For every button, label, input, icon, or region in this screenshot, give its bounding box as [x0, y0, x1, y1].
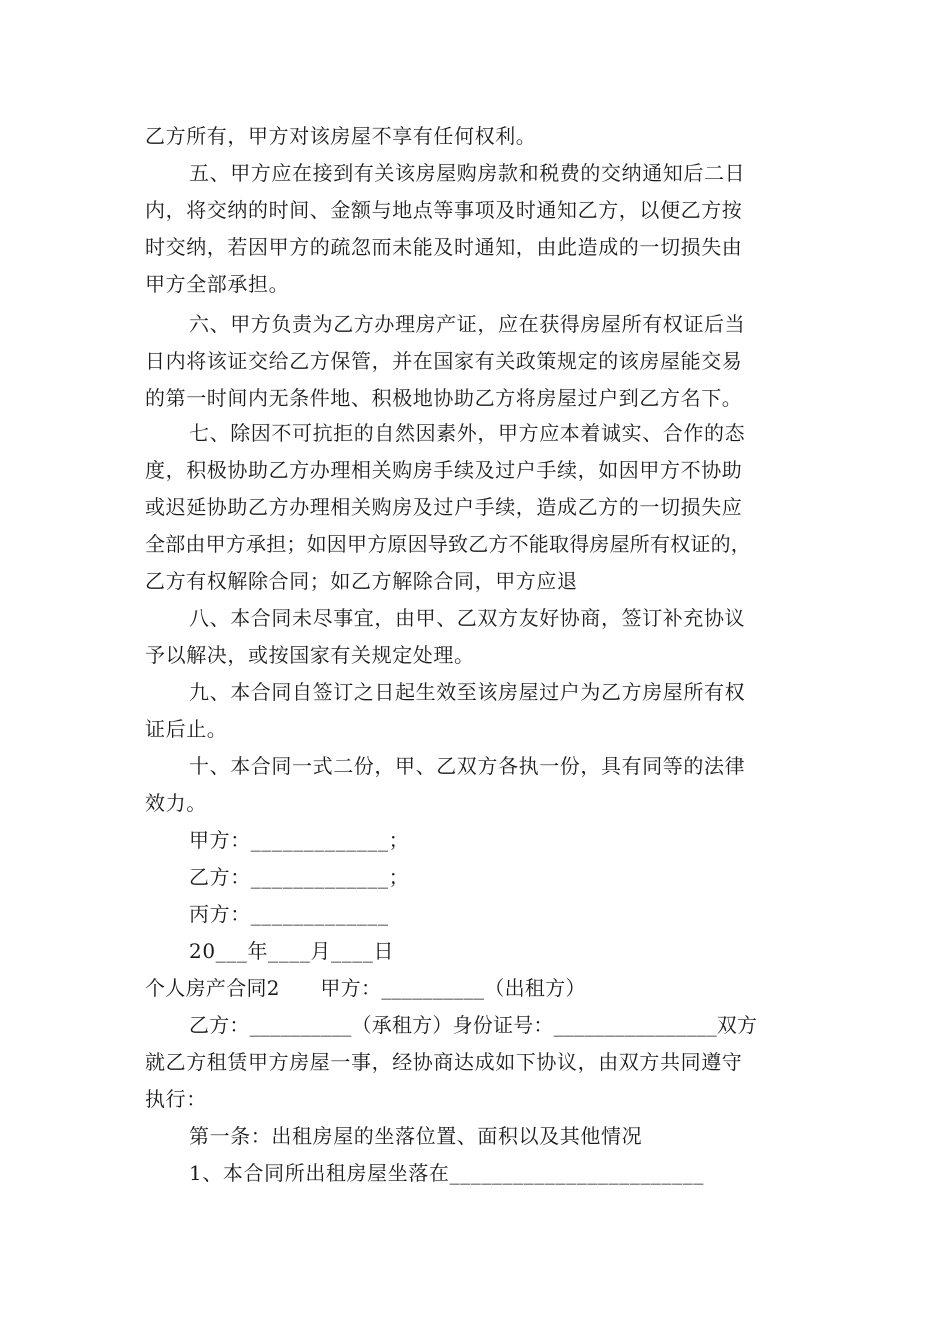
contract-heading-line: 个人房产合同2 甲方：__________（出租方）: [145, 976, 586, 1000]
paragraph-line: 予以解决，或按国家有关规定处理。: [145, 643, 475, 667]
paragraph-line: 乙方有权解除合同；如乙方解除合同，甲方应退: [145, 569, 578, 593]
paragraph-line: 时交纳，若因甲方的疏忽而未能及时通知，由此造成的一切损失由: [145, 235, 743, 259]
paragraph-line: 日内将该证交给乙方保管，并在国家有关政策规定的该房屋能交易: [145, 349, 743, 373]
date-line: 20___年____月____日: [189, 939, 395, 963]
signature-line-party-b: 乙方：_____________；: [189, 865, 410, 889]
paragraph-line: 内，将交纳的时间、金额与地点等事项及时通知乙方，以便乙方按: [145, 198, 743, 222]
paragraph-line: 的第一时间内无条件地、积极地协助乙方将房屋过户到乙方名下。: [145, 386, 743, 410]
paragraph-line: 八、本合同未尽事宜，由甲、乙双方友好协商，签订补充协议: [189, 606, 746, 630]
article-heading-line: 第一条：出租房屋的坐落位置、面积以及其他情况: [189, 1124, 643, 1148]
signature-line-party-c: 丙方：_____________: [189, 902, 389, 926]
signature-line-party-a: 甲方：_____________；: [189, 828, 410, 852]
paragraph-line: 九、本合同自签订之日起生效至该房屋过户为乙方房屋所有权: [189, 680, 746, 704]
paragraph-line: 甲方全部承担。: [145, 272, 290, 296]
paragraph-line: 效力。: [145, 791, 207, 815]
paragraph-line: 证后止。: [145, 717, 228, 741]
paragraph-line: 六、甲方负责为乙方办理房产证，应在获得房屋所有权证后当: [189, 312, 746, 336]
paragraph-line: 乙方所有，甲方对该房屋不享有任何权利。: [145, 124, 537, 148]
paragraph-line: 乙方：__________（承租方）身份证号：________________双方: [189, 1013, 758, 1037]
paragraph-line: 度，积极协助乙方办理相关购房手续及过户手续，如因甲方不协助: [145, 458, 743, 482]
paragraph-line: 全部由甲方承担；如因甲方原因导致乙方不能取得房屋所有权证的，: [145, 532, 751, 556]
paragraph-line: 1、本合同所出租房屋坐落在________________________: [189, 1161, 704, 1185]
paragraph-line: 执行：: [145, 1087, 207, 1111]
paragraph-line: 七、除因不可抗拒的自然因素外，甲方应本着诚实、合作的态: [189, 421, 746, 445]
paragraph-line: 就乙方租赁甲方房屋一事，经协商达成如下协议，由双方共同遵守: [145, 1050, 743, 1074]
paragraph-line: 十、本合同一式二份，甲、乙双方各执一份，具有同等的法律: [189, 754, 746, 778]
paragraph-line: 五、甲方应在接到有关该房屋购房款和税费的交纳通知后二日: [189, 161, 746, 185]
paragraph-line: 或迟延协助乙方办理相关购房及过户手续，造成乙方的一切损失应: [145, 495, 743, 519]
